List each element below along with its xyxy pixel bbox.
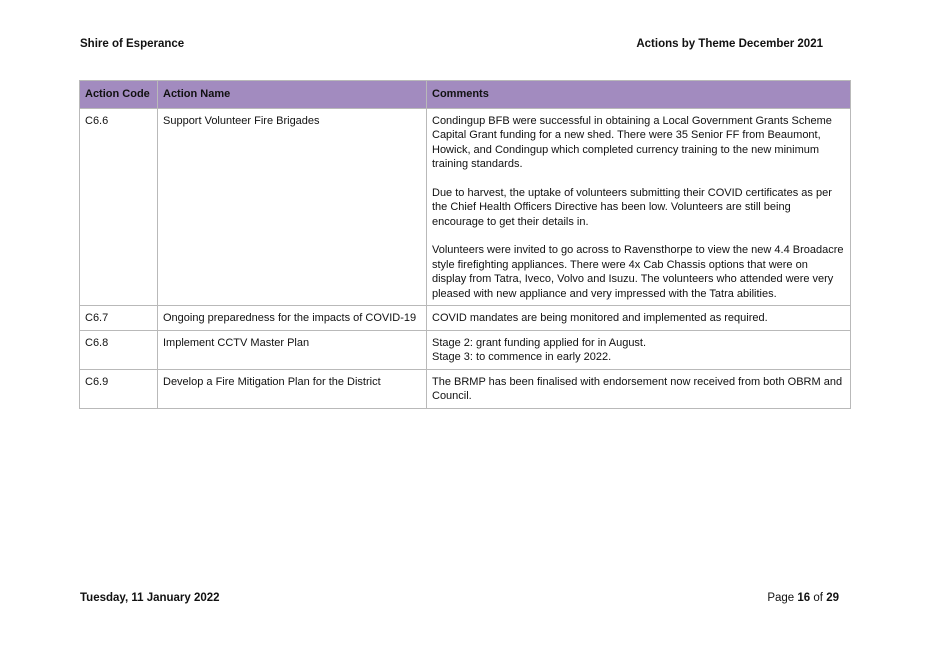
action-name-cell: Support Volunteer Fire Brigades [158,108,427,306]
comment-paragraph: The BRMP has been finalised with endorsement now received from both OBRM and Council. [432,375,843,402]
column-header-action-code: Action Code [80,81,158,109]
action-name-cell: Develop a Fire Mitigation Plan for the District [158,369,427,408]
table-row [80,108,851,306]
comment-paragraph: Due to harvest, the uptake of volunteers submitting their COVID certificates as per the Chief Health Officers Directive has been low. Volunteers are still being encourage to get their details in. [432,186,832,228]
table-row [80,330,851,369]
action-code-cell: C6.9 [80,369,158,408]
page-current: 16 [797,592,811,604]
comment-line: Stage 3: to commence in early 2022. [432,351,612,363]
footer-date: Tuesday, 11 January 2022 [80,592,220,604]
comment-paragraph: Condingup BFB were successful in obtaining a Local Government Grants Scheme Capital Grant funding for a new shed. There were 35 Senior FF from Beaumont, Howick, and Condingup which completed currency training to the new minimum training standards. [432,114,832,170]
comment-line: Stage 2: grant funding applied for in August. [432,336,647,349]
document-organisation: Shire of Esperance [80,38,185,50]
actions-table [79,80,851,409]
table-row [80,369,851,408]
action-code-cell: C6.8 [80,330,158,369]
table-header-row [80,81,851,109]
table-row [80,306,851,331]
page-number [767,592,839,604]
comment-paragraph: COVID mandates are being monitored and implemented as required. [432,312,768,324]
action-name-cell: Ongoing preparedness for the impacts of COVID-19 [158,306,427,331]
action-name-cell: Implement CCTV Master Plan [158,330,427,369]
action-code-cell: C6.7 [80,306,158,331]
comments-cell [427,369,851,408]
page-prefix: Page [767,592,795,604]
comments-cell [427,330,851,369]
document-title: Actions by Theme December 2021 [636,38,823,50]
page-of: of [813,592,823,604]
action-code-cell: C6.6 [80,108,158,306]
comments-cell [427,306,851,331]
comment-paragraph: Volunteers were invited to go across to Ravensthorpe to view the new 4.4 Broadacre style firefighting appliances. There were 4x Cab Chassis options that were on display from Tatra, Iveco, Volvo and Isuzu. The volunteers who attended were very pleased with new appliance and very impressed with the Tatra abilities. [432,244,844,300]
column-header-action-name: Action Name [158,81,427,109]
column-header-comments: Comments [427,81,851,109]
comments-cell [427,108,851,306]
page-total: 29 [826,592,839,604]
